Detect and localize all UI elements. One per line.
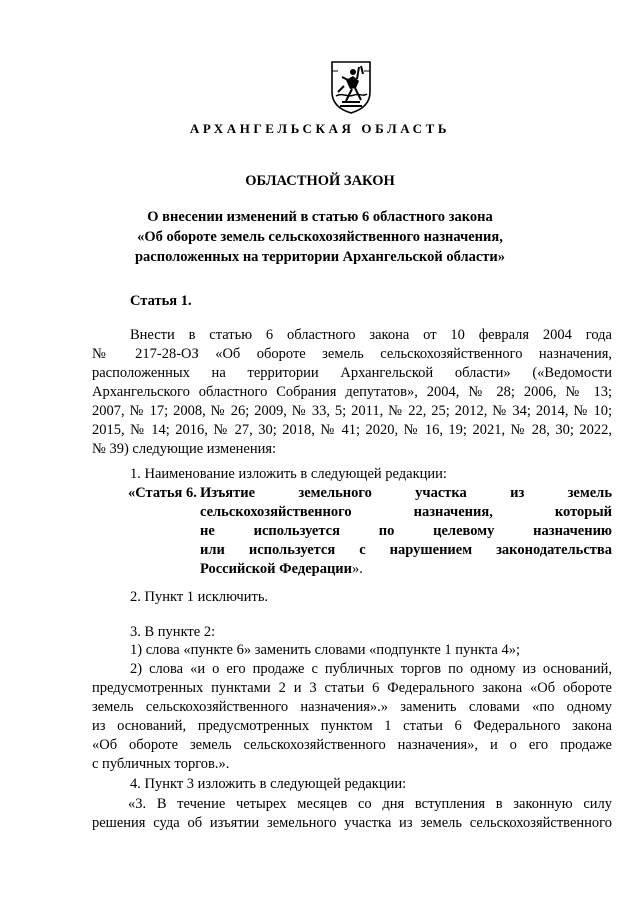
quote-last-bold: Российской Федерации bbox=[200, 561, 353, 577]
item-4: 4. Пункт 3 изложить в следующей редакции: bbox=[130, 776, 407, 792]
item-3-sub-1: 1) слова «пункте 6» заменить словами «подпункте 1 пункта 4»; bbox=[130, 642, 521, 658]
text-line: Архангельского областного Собрания депутатов», 2004, № 28; 2006, № 13; bbox=[92, 384, 612, 400]
document-title: ОБЛАСТНОЙ ЗАКОН bbox=[245, 173, 395, 189]
text-line: решения суда об изъятии земельного участка из земель сельскохозяйственного bbox=[92, 815, 612, 831]
text-line bbox=[200, 560, 612, 579]
text-line: из оснований, предусмотренных пунктом 1 статьи 6 Федерального закона bbox=[92, 718, 612, 734]
arkhangelsk-coat-of-arms-icon bbox=[328, 58, 374, 114]
item-3-sub-2 bbox=[92, 660, 612, 774]
subtitle-line: О внесении изменений в статью 6 областного закона bbox=[147, 209, 493, 225]
text-line: или используется с нарушением законодательства bbox=[200, 542, 612, 558]
text-line: «Об обороте земель сельскохозяйственного назначения», и о его продаже bbox=[92, 737, 612, 753]
text-line: сельскохозяйственного назначения, который bbox=[200, 504, 612, 520]
subtitle-line: «Об обороте земель сельскохозяйственного назначения, bbox=[137, 229, 503, 245]
text-line: № 217-28-ОЗ «Об обороте земель сельскохозяйственного назначения, bbox=[92, 346, 612, 362]
quoted-article-number: «Статья 6. bbox=[128, 485, 197, 501]
text-line: не используется по целевому назначению bbox=[200, 523, 612, 539]
text-line: предусмотренных пунктами 2 и 3 статьи 6 Федерального закона «Об обороте bbox=[92, 680, 612, 696]
text-line: «3. В течение четырех месяцев со дня вступления в законную силу bbox=[128, 796, 612, 812]
region-name: АРХАНГЕЛЬСКАЯ ОБЛАСТЬ bbox=[189, 121, 451, 136]
text-line: с публичных торгов.». bbox=[92, 756, 230, 772]
quoted-article-text bbox=[200, 484, 612, 579]
article-heading: Статья 1. bbox=[130, 293, 192, 309]
item-1: 1. Наименование изложить в следующей редакции: bbox=[130, 466, 447, 482]
text-line: Изъятие земельного участка из земель bbox=[200, 485, 612, 501]
item-4-text bbox=[92, 795, 612, 833]
subtitle-line: расположенных на территории Архангельской области» bbox=[134, 249, 506, 265]
document-subtitle bbox=[100, 207, 540, 267]
text-line: № 39) следующие изменения: bbox=[92, 441, 277, 457]
text-line: 2007, № 17; 2008, № 26; 2009, № 33, 5; 2011, № 22, 25; 2012, № 34; 2014, № 10; bbox=[92, 403, 612, 419]
quote-last-tail: ». bbox=[352, 561, 363, 577]
text-line: 2015, № 14; 2016, № 27, 30; 2018, № 41; 2020, № 16, 19; 2021, № 28, 30; 2022, bbox=[92, 422, 612, 438]
text-line: расположенных на территории Архангельской области» («Ведомости bbox=[92, 365, 612, 381]
item-2: 2. Пункт 1 исключить. bbox=[130, 589, 269, 605]
article-intro bbox=[92, 326, 612, 459]
text-line: 2) слова «и о его продаже с публичных торгов по одному из оснований, bbox=[130, 661, 612, 677]
text-line: Внести в статью 6 областного закона от 10 февраля 2004 года bbox=[130, 327, 612, 343]
text-line: земель сельскохозяйственного назначения».» заменить словами «по одному bbox=[92, 699, 612, 715]
item-3: 3. В пункте 2: bbox=[130, 624, 216, 640]
